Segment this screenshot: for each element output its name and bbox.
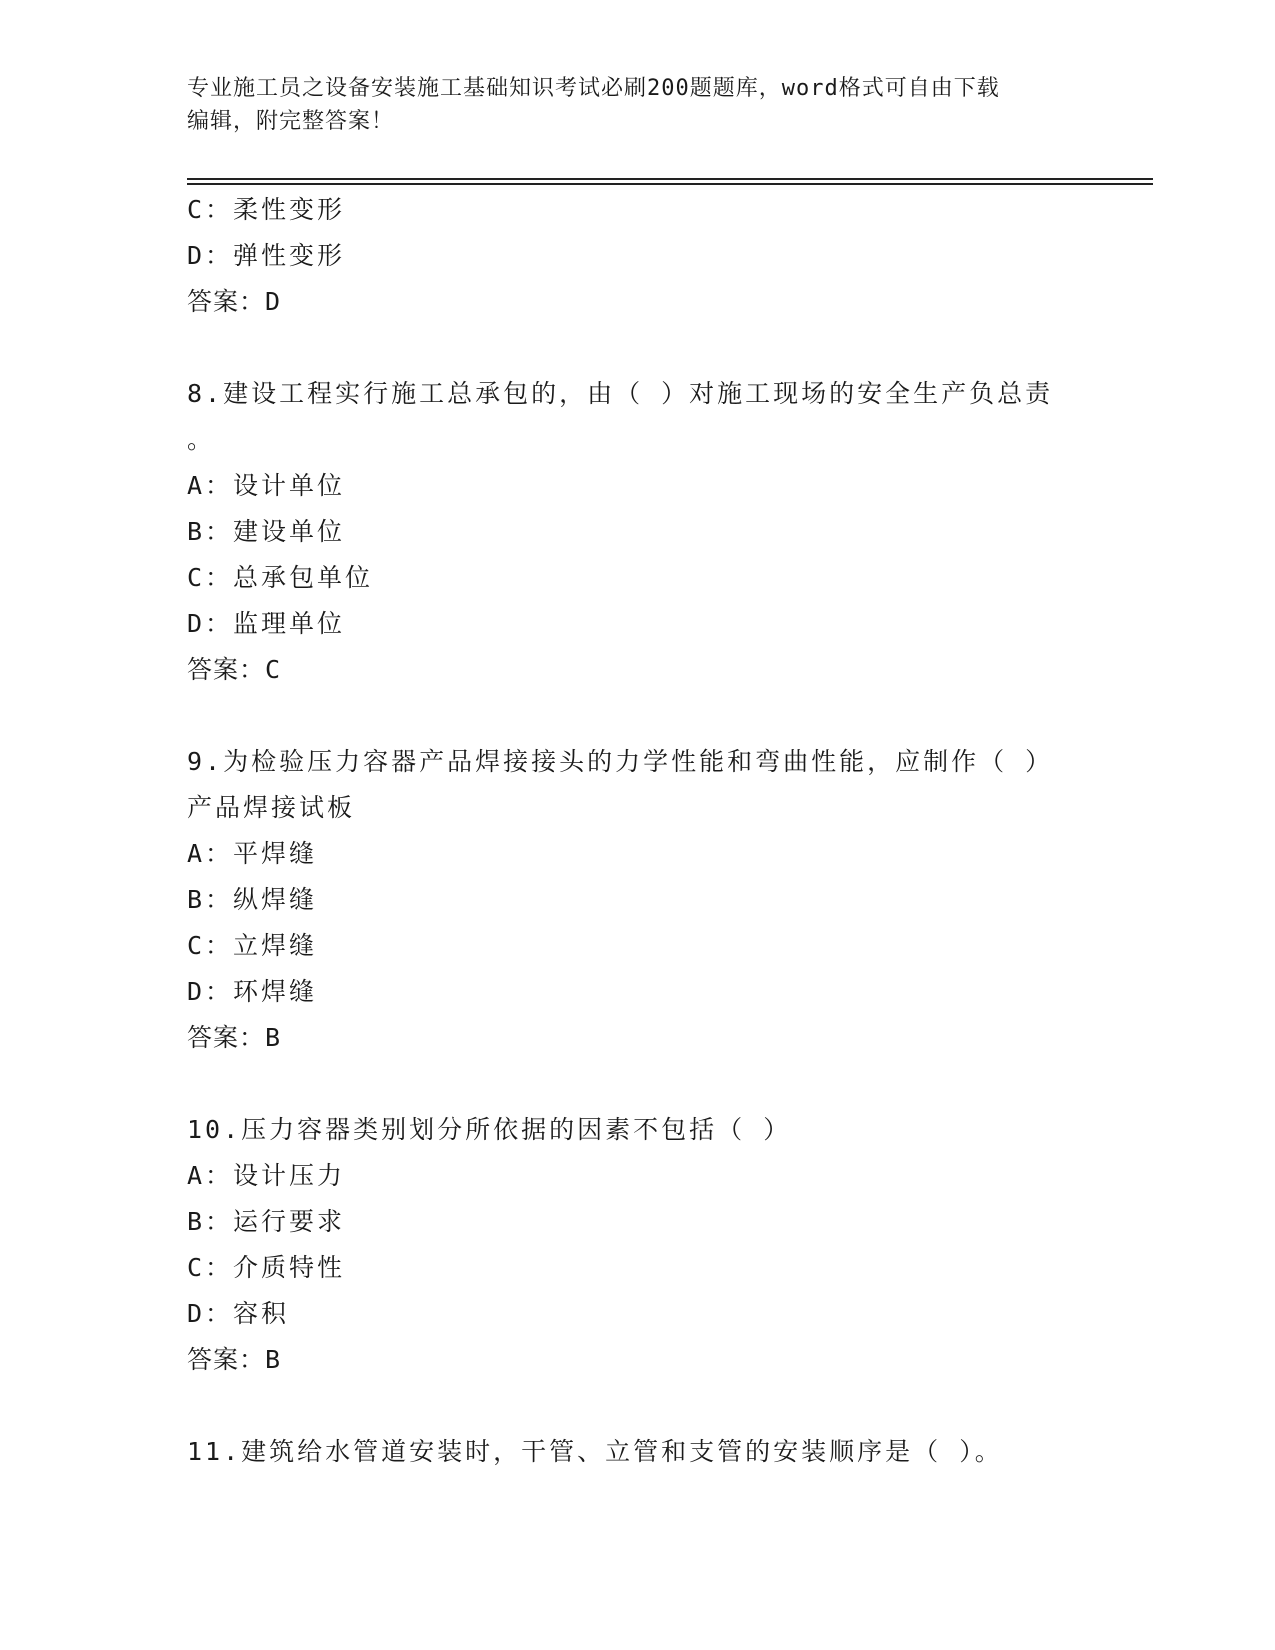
document-body — [187, 187, 1067, 1475]
option-d: D：监理单位 — [187, 609, 346, 638]
answer-line: 答案：B — [187, 1023, 282, 1052]
option-a: A：设计压力 — [187, 1161, 346, 1190]
question-text-continued: 产品焊接试板 — [187, 793, 356, 822]
spacer — [187, 693, 1067, 739]
spacer — [187, 1383, 1067, 1429]
question-text: 8.建设工程实行施工总承包的，由（ ）对施工现场的安全生产负总责 — [187, 379, 1054, 408]
question-8 — [187, 371, 1067, 693]
header-line-1: 专业施工员之设备安装施工基础知识考试必刷200题题库，word格式可自由下载 — [187, 76, 1000, 101]
spacer — [187, 325, 1067, 371]
header-divider-top — [187, 178, 1153, 180]
answer-line: 答案：B — [187, 1345, 282, 1374]
option-d: D：容积 — [187, 1299, 290, 1328]
document-header — [187, 72, 1067, 138]
spacer — [187, 1061, 1067, 1107]
answer-line: 答案：D — [187, 287, 282, 316]
question-text-continued: 。 — [187, 425, 216, 454]
header-divider-bottom — [187, 183, 1153, 185]
question-text: 11.建筑给水管道安装时，干管、立管和支管的安装顺序是（ ）。 — [187, 1437, 1003, 1466]
option-b: B：建设单位 — [187, 517, 346, 546]
option-c: C：柔性变形 — [187, 195, 346, 224]
question-11 — [187, 1429, 1067, 1475]
option-c: C：总承包单位 — [187, 563, 374, 592]
question-9 — [187, 739, 1067, 1061]
answer-line: 答案：C — [187, 655, 282, 684]
option-b: B：运行要求 — [187, 1207, 346, 1236]
option-c: C：立焊缝 — [187, 931, 318, 960]
header-line-2: 编辑，附完整答案！ — [187, 109, 395, 134]
option-b: B：纵焊缝 — [187, 885, 318, 914]
previous-question-tail — [187, 187, 1067, 325]
question-text: 9.为检验压力容器产品焊接接头的力学性能和弯曲性能，应制作（ ） — [187, 747, 1054, 776]
question-10 — [187, 1107, 1067, 1383]
option-d: D：环焊缝 — [187, 977, 318, 1006]
question-text: 10.压力容器类别划分所依据的因素不包括（ ） — [187, 1115, 792, 1144]
option-c: C：介质特性 — [187, 1253, 346, 1282]
option-d: D：弹性变形 — [187, 241, 346, 270]
option-a: A：平焊缝 — [187, 839, 318, 868]
option-a: A：设计单位 — [187, 471, 346, 500]
